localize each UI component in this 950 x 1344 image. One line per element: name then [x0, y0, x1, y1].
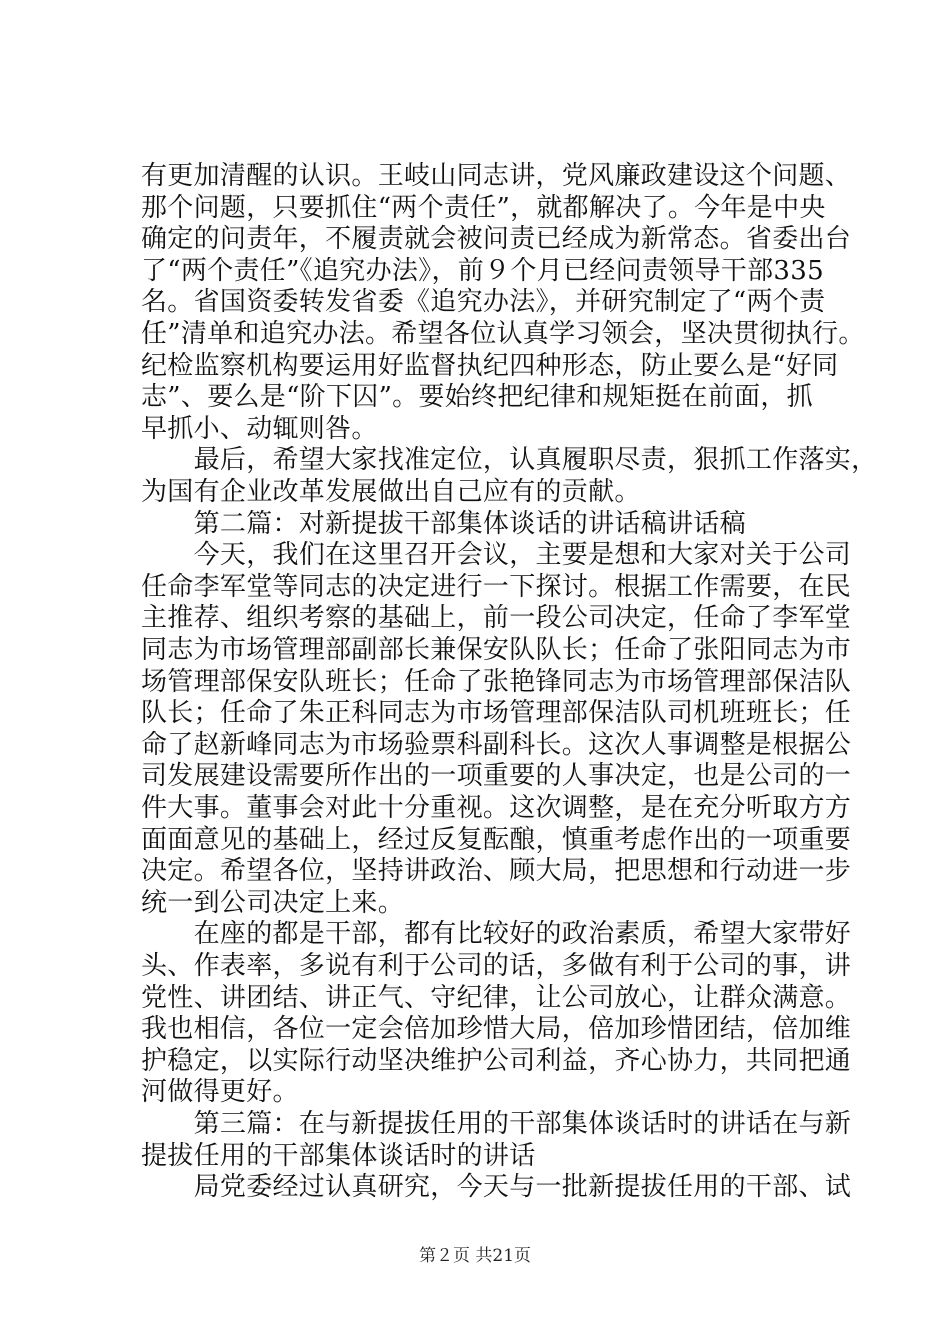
text-line: 局党委经过认真研究，今天与一批新提拔任用的干部、试: [141, 1172, 852, 1203]
page-footer: 第２页 共21页: [418, 1246, 532, 1266]
text-line: 命了赵新峰同志为市场验票科副科长。这次人事调整是根据公: [141, 729, 852, 760]
text-line: 志”、要么是“阶下囚”。要始终把纪律和规矩挺在前面，抓: [141, 382, 813, 413]
text-line: 提拔任用的干部集体谈话时的讲话: [141, 1140, 536, 1171]
text-line: 在座的都是干部，都有比较好的政治素质，希望大家带好: [141, 919, 852, 950]
text-line: 最后，希望大家找准定位，认真履职尽责，狠抓工作落实，: [141, 445, 878, 476]
text-line: 确定的问责年，不履责就会被问责已经成为新常态。省委出台: [141, 224, 852, 255]
text-line: 第三篇：在与新提拔任用的干部集体谈话时的讲话在与新: [141, 1109, 852, 1139]
text-line: 同志为市场管理部副部长兼保安队队长；任命了张阳同志为市: [141, 635, 852, 665]
text-line: 任”清单和追究办法。希望各位认真学习领会，坚决贯彻执行。: [141, 319, 865, 349]
text-line: 早抓小、动辄则咎。: [141, 413, 378, 444]
text-line: 了“两个责任”《追究办法》，前９个月已经问责领导干部335: [141, 255, 824, 286]
text-line: 党性、讲团结、讲正气、守纪律，让公司放心，让群众满意。: [141, 982, 852, 1013]
text-line: 场管理部保安队班长；任命了张艳锋同志为市场管理部保洁队: [141, 666, 852, 697]
text-line: 决定。希望各位，坚持讲政治、顾大局，把思想和行动进一步: [141, 856, 852, 887]
text-line: 头、作表率，多说有利于公司的话，多做有利于公司的事，讲: [141, 951, 852, 981]
text-line: 任命李军堂等同志的决定进行一下探讨。根据工作需要，在民: [141, 571, 852, 602]
text-line: 为国有企业改革发展做出自己应有的贡献。: [141, 477, 641, 507]
text-line: 件大事。董事会对此十分重视。这次调整，是在充分听取方方: [141, 793, 852, 823]
text-line: 我也相信，各位一定会倍加珍惜大局，倍加珍惜团结，倍加维: [141, 1014, 852, 1045]
text-line: 面面意见的基础上，经过反复酝酿，慎重考虑作出的一项重要: [141, 824, 852, 855]
text-line: 队长；任命了朱正科同志为市场管理部保洁队司机班班长；任: [141, 698, 852, 729]
text-line: 名。省国资委转发省委《追究办法》，并研究制定了“两个责: [141, 287, 826, 318]
text-line: 有更加清醒的认识。王岐山同志讲，党风廉政建设这个问题、: [141, 161, 852, 191]
text-line: 司发展建设需要所作出的一项重要的人事决定，也是公司的一: [141, 761, 852, 792]
text-line: 那个问题，只要抓住“两个责任”，就都解决了。今年是中央: [141, 192, 826, 223]
text-line: 河做得更好。: [141, 1077, 299, 1108]
text-line: 护稳定，以实际行动坚决维护公司利益，齐心协力，共同把通: [141, 1045, 852, 1076]
text-line: 第二篇：对新提拔干部集体谈话的讲话稿讲话稿: [141, 508, 746, 539]
text-line: 统一到公司决定上来。: [141, 887, 405, 918]
text-line: 主推荐、组织考察的基础上，前一段公司决定，任命了李军堂: [141, 603, 852, 634]
text-line: 今天，我们在这里召开会议，主要是想和大家对关于公司: [141, 540, 852, 571]
text-line: 纪检监察机构要运用好监督执纪四种形态，防止要么是“好同: [141, 350, 839, 381]
